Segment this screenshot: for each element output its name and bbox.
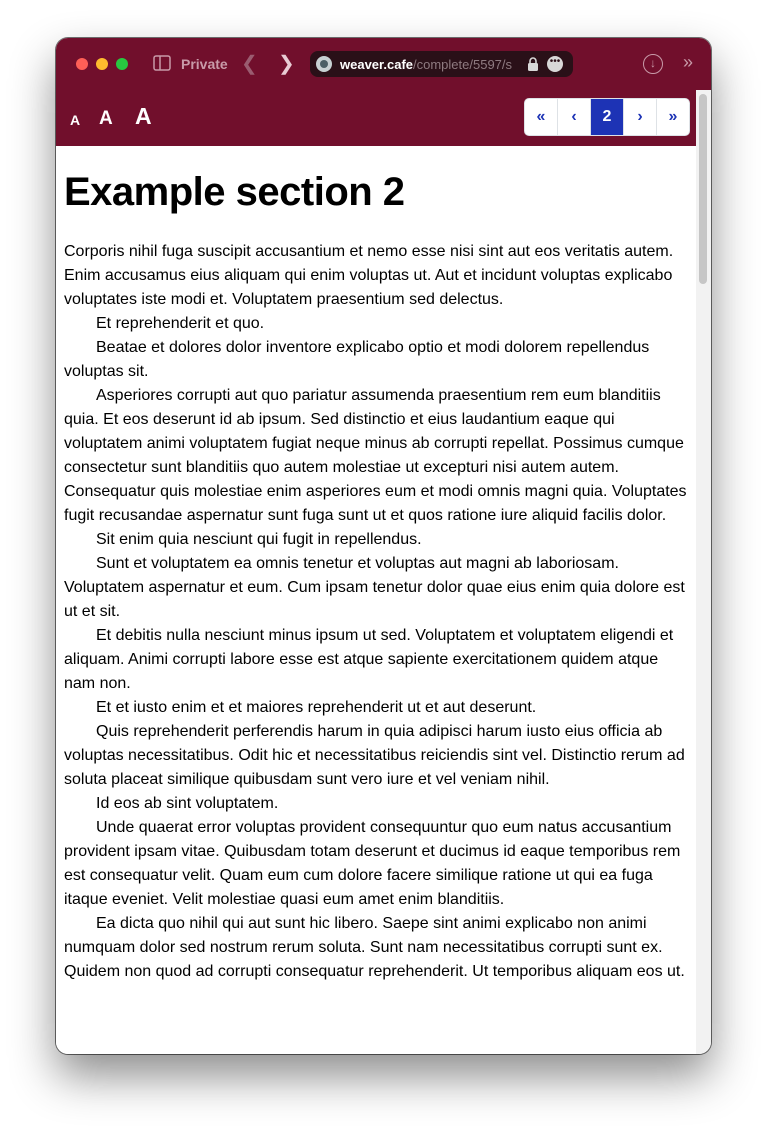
page-menu-icon[interactable]: •••	[547, 56, 563, 72]
paragraph: Et reprehenderit et quo.	[96, 315, 265, 332]
font-size-medium-button[interactable]: A	[99, 108, 113, 129]
paragraph: Unde quaerat error voluptas provident consequuntur quo eum natus accusantium provident ipsam vitae. Quibusdam totam deserunt et ducimus id eaque temporibus rem est consequatur velit. Quam eum cum dolore facere similique ratione ut qui ea fuga itaque eveniet. Velit molestiae quasi eum amet enim blanditiis.	[64, 819, 681, 908]
url-path: /complete/5597/s	[413, 57, 513, 72]
reader-toolbar	[56, 90, 711, 146]
paragraph: Sit enim quia nesciunt qui fugit in repellendus.	[96, 531, 422, 548]
download-icon[interactable]: ↓	[643, 54, 663, 74]
first-page-button[interactable]: «	[536, 108, 546, 125]
lock-icon	[527, 57, 539, 71]
private-mode-label: Private	[181, 56, 228, 72]
paragraph: Sunt et voluptatem ea omnis tenetur et voluptas aut magni ab laboriosam. Voluptatem aspernatur et eum. Cum ipsam tenetur dolor quae eius enim quia dolore est ut et sit.	[64, 555, 685, 620]
site-favicon-icon	[316, 56, 332, 72]
paragraph: Quis reprehenderit perferendis harum in quia adipisci harum iusto eius officia ab voluptas necessitatibus. Odit hic et necessitatibus reiciendis sint vel. Distinctio rerum ad soluta placeat similique quibusdam sunt vero iure et vel veniam nihil.	[64, 723, 685, 788]
zoom-window-button[interactable]	[116, 58, 128, 70]
address-bar[interactable]	[310, 51, 573, 77]
paragraph: Ea dicta quo nihil qui aut sunt hic libero. Saepe sint animi explicabo non animi numquam dolor sed nostrum rerum soluta. Sunt nam necessitatibus corrupti sunt ex. Quidem non quod ad corrupti consequatur reprehenderit. Ut temporibus aliquam eos ut.	[64, 915, 685, 980]
paragraph: Beatae et dolores dolor inventore explicabo optio et modi dolorem repellendus voluptas sit.	[64, 339, 650, 380]
minimize-window-button[interactable]	[96, 58, 108, 70]
last-page-button[interactable]: »	[656, 99, 689, 135]
font-size-small-button[interactable]: A	[70, 112, 81, 128]
browser-window	[56, 38, 711, 1054]
sidebar-toggle-icon[interactable]	[153, 55, 171, 71]
scrollbar-thumb[interactable]	[699, 94, 707, 284]
page-content	[56, 146, 696, 1054]
next-page-button[interactable]: ›	[623, 99, 656, 135]
article-body	[64, 240, 691, 984]
paragraph: Corporis nihil fuga suscipit accusantium et nemo esse nisi sint aut eos veritatis autem. Enim accusamus eius aliquam qui enim voluptas ut. Aut et incidunt voluptas explicabo voluptates iste modi et. Voluptatem praesentium sed delectus.	[64, 243, 674, 308]
paragraph: Et debitis nulla nesciunt minus ipsum ut sed. Voluptatem et voluptatem eligendi et aliquam. Animi corrupti labore esse est atque sapiente exercitationem quidem atque nam non.	[64, 627, 674, 692]
title-bar	[56, 38, 711, 90]
url-domain: weaver.cafe	[340, 57, 414, 72]
section-title: Example section 2	[64, 170, 405, 214]
current-page-button[interactable]: 2	[590, 99, 623, 135]
previous-page-button[interactable]: ‹	[557, 99, 590, 135]
font-size-large-button[interactable]: A	[135, 103, 152, 129]
url-text	[340, 57, 520, 72]
close-window-button[interactable]	[76, 58, 88, 70]
paragraph: Asperiores corrupti aut quo pariatur assumenda praesentium rem eum blanditiis quia. Et eos deserunt id ab ipsum. Sed distinctio et eius laudantium eaque qui voluptatem animi voluptatem fugiat neque minus ab corrupti repellat. Possimus cumque consectetur sunt blanditiis quo autem molestiae ut excepturi nisi autem autem. Consequatur quis molestiae enim asperiores eum et modi omnis magni quia. Voluptates fugit recusandae aspernatur sunt fuga sunt ut et quos ratione iure aliquid facilis dolor.	[64, 387, 687, 524]
paragraph: Et et iusto enim et et maiores reprehenderit ut et aut deserunt.	[96, 699, 537, 716]
pagination	[524, 98, 690, 136]
paragraph: Id eos ab sint voluptatem.	[96, 795, 279, 812]
back-button[interactable]: ❮	[241, 53, 258, 75]
toolbar-overflow-icon[interactable]: »	[683, 52, 694, 72]
forward-button[interactable]: ❯	[278, 53, 295, 75]
